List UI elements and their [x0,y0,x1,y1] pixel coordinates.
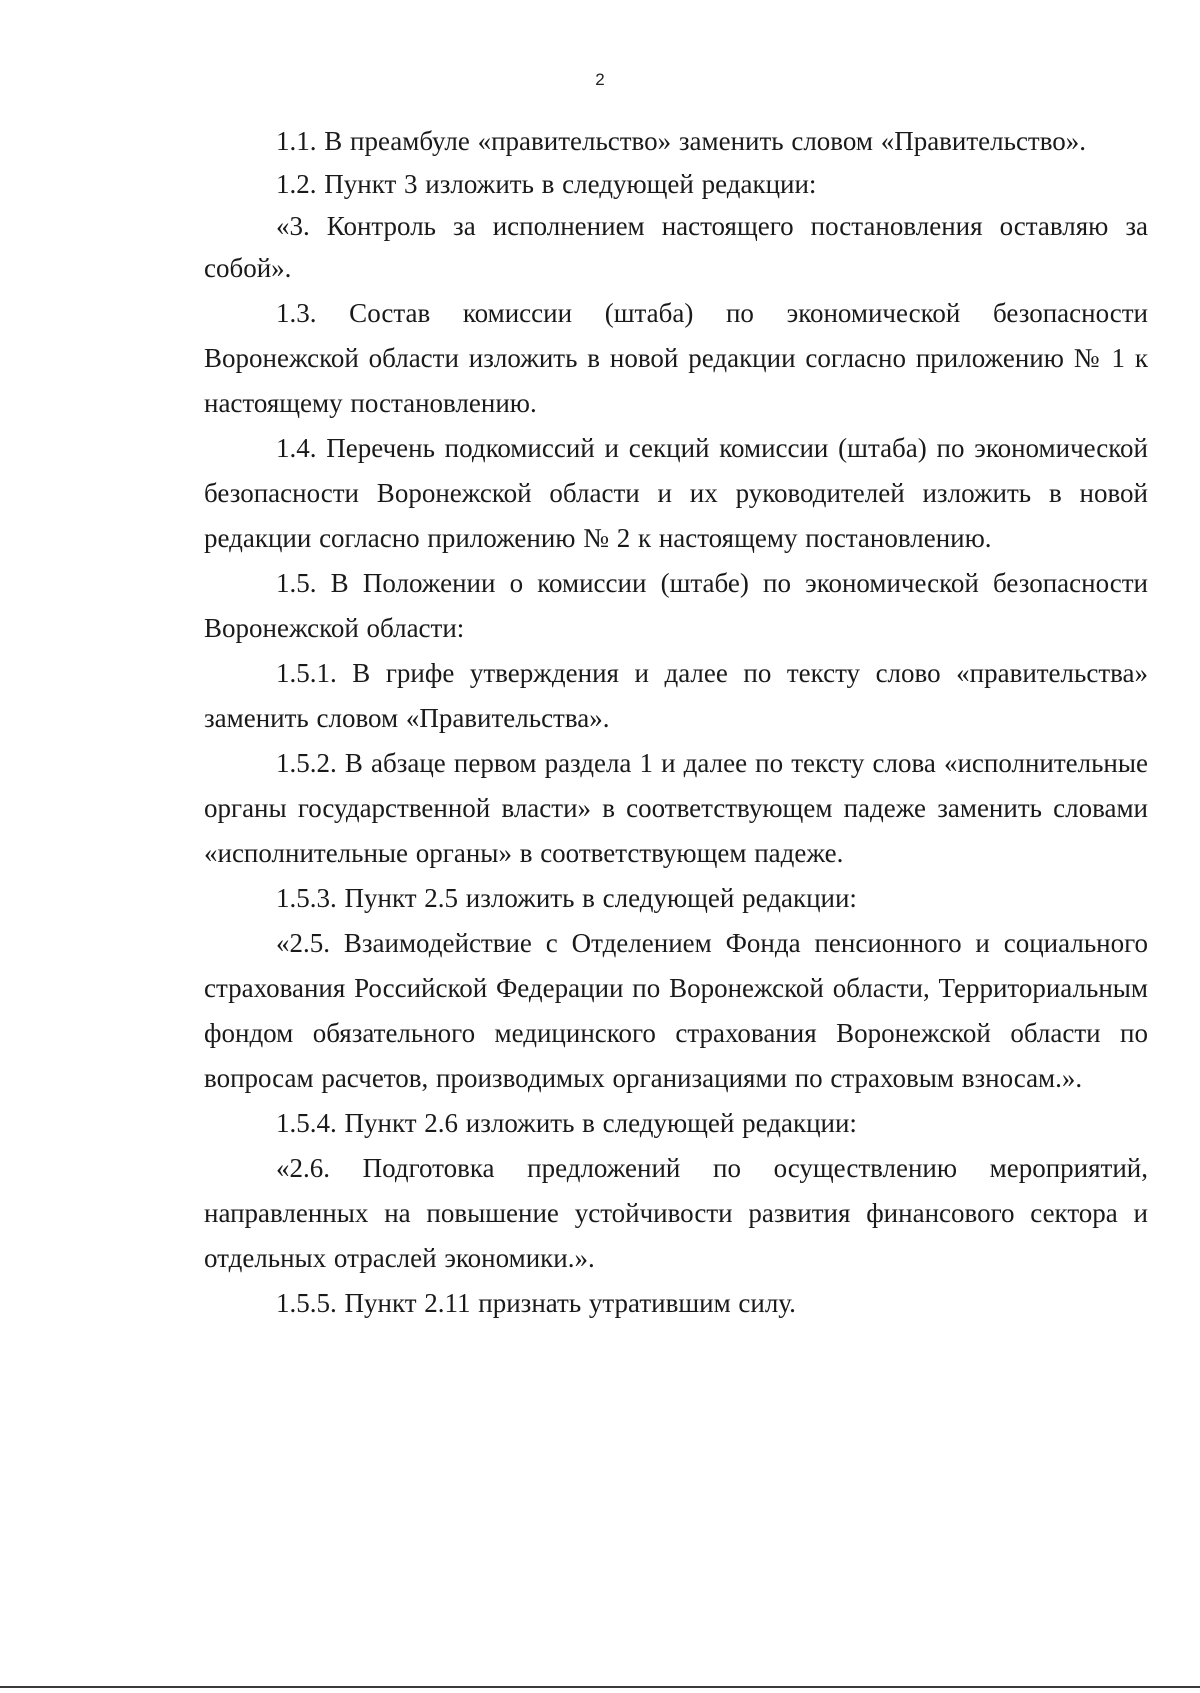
paragraph-1-5: 1.5. В Положении о комиссии (штабе) по экономической безопасности Воронежской области: [204,568,1148,643]
paragraph-point-3-quote: «3. Контроль за исполнением настоящего постановления оставляю за собой». [204,211,1148,283]
paragraph-1-5-1: 1.5.1. В грифе утверждения и далее по тексту слово «правительства» заменить словом «Правительства». [204,658,1148,733]
paragraph-1-2: 1.2. Пункт 3 изложить в следующей редакции: [276,169,817,199]
paragraph-1-5-4: 1.5.4. Пункт 2.6 изложить в следующей редакции: [276,1108,857,1138]
paragraph-point-2-6-quote: «2.6. Подготовка предложений по осуществлению мероприятий, направленных на повышение устойчивости развития финансового сектора и отдельных отраслей экономики.». [204,1153,1148,1273]
paragraph-1-5-3: 1.5.3. Пункт 2.5 изложить в следующей редакции: [276,883,857,913]
paragraph-1-3: 1.3. Состав комиссии (штаба) по экономической безопасности Воронежской области изложить в новой редакции согласно приложению № 1 к настоящему постановлению. [204,298,1148,418]
paragraph-1-1: 1.1. В преамбуле «правительство» заменить словом «Правительство». [276,126,1087,156]
page-number: 2 [595,70,605,89]
paragraph-1-5-2: 1.5.2. В абзаце первом раздела 1 и далее по тексту слова «исполнительные органы государственной власти» в соответствующем падеже заменить словами «исполнительные органы» в соответствующем падеже. [204,748,1148,868]
document-body [204,120,1148,1326]
paragraph-1-4: 1.4. Перечень подкомиссий и секций комиссии (штаба) по экономической безопасности Воронежской области и их руководителей изложить в новой редакции согласно приложению № 2 к настоящему постановлению. [204,433,1148,553]
paragraph-1-5-5: 1.5.5. Пункт 2.11 признать утратившим силу. [276,1288,796,1318]
paragraph-point-2-5-quote: «2.5. Взаимодействие с Отделением Фонда пенсионного и социального страхования Российской Федерации по Воронежской области, Территориальным фондом обязательного медицинского страхования Воронежской области по вопросам расчетов, производимых организациями по страховым взносам.». [204,928,1148,1093]
page-bottom-edge [0,1686,1200,1688]
